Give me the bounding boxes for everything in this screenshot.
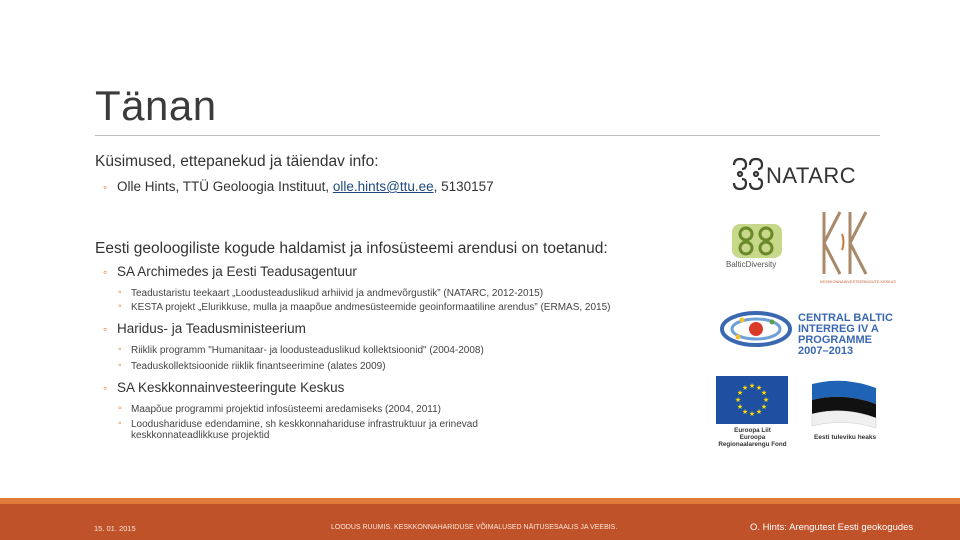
interreg-line: 2007–2013 <box>798 345 854 357</box>
svg-text:★: ★ <box>736 403 744 411</box>
bullet-level3: ◦ Loodushariduse edendamine, sh keskkonnahariduse infrastruktuur ja erinevad keskkonnateadlikkuse projektid <box>95 419 571 441</box>
estonia-logo <box>808 378 888 448</box>
bullet-level3: ◦ Teadustaristu teekaart „Loodusteaduslikud arhiivid ja andmevõrgustik” (NATARC, 2012-2015) <box>95 288 655 299</box>
eu-flag-icon <box>716 376 788 424</box>
svg-text:★: ★ <box>755 384 763 392</box>
interreg-line: PROGRAMME <box>798 334 872 346</box>
svg-text:★: ★ <box>734 396 742 404</box>
balticdiversity-logo <box>724 222 792 272</box>
title-divider <box>95 135 880 136</box>
svg-text:★: ★ <box>748 410 756 418</box>
svg-text:★: ★ <box>760 403 768 411</box>
eu-caption-line: Euroopa <box>739 434 766 441</box>
eu-logo <box>710 376 795 456</box>
contact-phone: , 5130157 <box>433 179 494 194</box>
natarc-logo-text: NATARC <box>766 163 857 188</box>
contact-text: Olle Hints, TTÜ Geoloogia Instituut, <box>117 179 333 194</box>
svg-text:★: ★ <box>755 408 763 416</box>
footer-author: O. Hints: Arengutest Eesti geokogudes <box>750 522 914 533</box>
bullet-level3: ◦ KESTA projekt „Elurikkuse, mulla ja maapõue andmesüsteemide geoinformaatiline arendus” (ERMAS, 2015) <box>95 302 641 313</box>
footer-title: LOODUS RUUMIS. KESKKONNAHARIDUSE VÕIMALUSED NÄITUSESAALIS JA VEEBIS. <box>331 524 618 531</box>
footer-date: 15. 01. 2015 <box>94 524 136 533</box>
bullet-level2: ◦ Haridus- ja Teadusministeerium <box>95 321 655 337</box>
interreg-line: CENTRAL BALTIC <box>798 312 893 324</box>
slide-title: Tänan <box>95 82 217 129</box>
interreg-logo <box>720 300 900 362</box>
interreg-symbol-icon <box>720 304 792 354</box>
bullet-level2: ◦ SA Archimedes ja Eesti Teadusagentuur <box>95 264 655 280</box>
estonia-flag-icon <box>808 378 880 430</box>
bullet-level3: ◦ Teaduskollektsioonide riiklik finantseerimine (alates 2009) <box>95 361 655 372</box>
svg-text:★: ★ <box>741 384 749 392</box>
email-link[interactable]: olle.hints@ttu.ee <box>332 179 434 194</box>
balticdiversity-symbol-icon <box>724 222 792 260</box>
estonia-caption: Eesti tuleviku heaks <box>814 434 877 441</box>
svg-text:★: ★ <box>741 408 749 416</box>
svg-text:★: ★ <box>748 382 756 390</box>
bullet-level3: ◦ Riiklik programm "Humanitaar- ja loodusteaduslikud kollektsioonid" (2004-2008) <box>95 345 655 356</box>
kik-logo <box>820 210 896 290</box>
bullet-level2-contact <box>95 179 655 195</box>
eu-caption-line: Euroopa Liit <box>734 427 771 434</box>
svg-text:★: ★ <box>736 389 744 397</box>
svg-text:★: ★ <box>762 396 770 404</box>
interreg-line: INTERREG IV A <box>798 323 879 335</box>
footer-bar <box>0 498 960 540</box>
balticdiversity-text: BalticDiversity <box>726 260 777 269</box>
kik-symbol-icon <box>820 210 880 276</box>
svg-text:★: ★ <box>760 389 768 397</box>
slide-body <box>95 153 655 441</box>
bullet-level2: ◦ SA Keskkonnainvesteeringute Keskus <box>95 380 655 396</box>
natarc-logo <box>730 155 855 195</box>
bullet-level1: Küsimused, ettepanekud ja täiendav info: <box>95 153 379 170</box>
kik-caption: KESKKONNAINVESTEERINGUTE KESKUS <box>820 280 896 284</box>
bullet-level1: Eesti geoloogiliste kogude haldamist ja infosüsteemi arendusi on toetanud: <box>95 240 608 257</box>
bullet-level3: ◦ Maapõue programmi projektid infosüsteemi aredamiseks (2004, 2011) <box>95 404 655 415</box>
eu-caption-line: Regionaalarengu Fond <box>718 441 787 448</box>
